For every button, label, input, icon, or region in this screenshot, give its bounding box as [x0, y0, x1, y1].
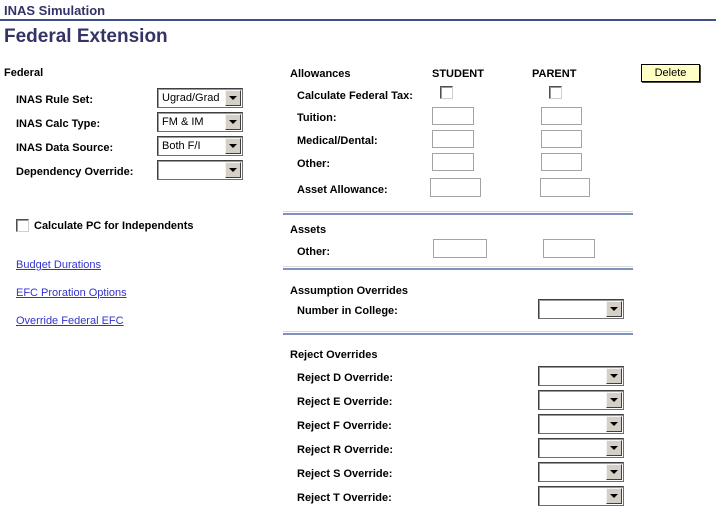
page-title: Federal Extension — [4, 26, 168, 47]
asset-allowance-label: Asset Allowance: — [297, 184, 388, 196]
inas-rule-set-select[interactable] — [157, 88, 243, 108]
dropdown-triangle-icon — [229, 120, 237, 124]
title-divider — [0, 19, 716, 21]
dependency-override-label: Dependency Override: — [16, 166, 134, 178]
inas-calc-type-value: FM & IM — [162, 116, 204, 128]
dropdown-triangle-icon — [229, 96, 237, 100]
medical-dental-student-input[interactable] — [432, 130, 474, 148]
override-federal-efc-link[interactable]: Override Federal EFC — [16, 315, 124, 327]
assets-other-parent-input[interactable] — [543, 239, 595, 258]
chevron-down-icon[interactable] — [225, 90, 241, 106]
calc-pc-independents-label: Calculate PC for Independents — [34, 220, 194, 232]
assets-section-heading: Assets — [290, 224, 327, 236]
federal-tax-parent-checkbox[interactable] — [549, 86, 562, 99]
reject-t-override-select[interactable] — [538, 486, 624, 506]
inas-rule-set-value: Ugrad/Grad — [162, 92, 220, 104]
dropdown-triangle-icon — [610, 398, 618, 402]
chevron-down-icon[interactable] — [606, 301, 622, 317]
reject-r-override-label: Reject R Override: — [297, 444, 393, 456]
other-allowance-student-input[interactable] — [432, 153, 474, 171]
dropdown-triangle-icon — [610, 307, 618, 311]
reject-f-override-label: Reject F Override: — [297, 420, 392, 432]
reject-s-override-label: Reject S Override: — [297, 468, 393, 480]
dropdown-triangle-icon — [610, 446, 618, 450]
tuition-label: Tuition: — [297, 112, 337, 124]
section-separator — [283, 331, 633, 335]
efc-proration-options-link[interactable]: EFC Proration Options — [16, 287, 127, 299]
delete-button[interactable]: Delete — [641, 64, 700, 82]
section-separator — [283, 211, 633, 215]
other-allowance-parent-input[interactable] — [541, 153, 582, 171]
medical-dental-label: Medical/Dental: — [297, 135, 378, 147]
federal-tax-student-checkbox[interactable] — [440, 86, 453, 99]
dropdown-triangle-icon — [229, 144, 237, 148]
chevron-down-icon[interactable] — [225, 162, 241, 178]
federal-section-heading: Federal — [4, 67, 44, 79]
dropdown-triangle-icon — [610, 494, 618, 498]
reject-e-override-label: Reject E Override: — [297, 396, 393, 408]
reject-f-override-select[interactable] — [538, 414, 624, 434]
budget-durations-link[interactable]: Budget Durations — [16, 259, 101, 271]
reject-t-override-label: Reject T Override: — [297, 492, 392, 504]
assets-other-student-input[interactable] — [433, 239, 487, 258]
reject-r-override-select[interactable] — [538, 438, 624, 458]
other-allowance-label: Other: — [297, 158, 330, 170]
dropdown-triangle-icon — [610, 374, 618, 378]
calculate-federal-tax-label: Calculate Federal Tax: — [297, 90, 413, 102]
chevron-down-icon[interactable] — [606, 416, 622, 432]
assumption-overrides-heading: Assumption Overrides — [290, 285, 408, 297]
dependency-override-select[interactable] — [157, 160, 243, 180]
reject-overrides-heading: Reject Overrides — [290, 349, 378, 361]
student-column-header: STUDENT — [432, 68, 484, 80]
tuition-student-input[interactable] — [432, 107, 474, 125]
inas-calc-type-label: INAS Calc Type: — [16, 118, 101, 130]
section-separator — [283, 266, 633, 270]
reject-s-override-select[interactable] — [538, 462, 624, 482]
inas-calc-type-select[interactable] — [157, 112, 243, 132]
inas-data-source-label: INAS Data Source: — [16, 142, 114, 154]
allowances-section-heading: Allowances — [290, 68, 351, 80]
reject-d-override-select[interactable] — [538, 366, 624, 386]
chevron-down-icon[interactable] — [225, 114, 241, 130]
dropdown-triangle-icon — [229, 168, 237, 172]
chevron-down-icon[interactable] — [606, 440, 622, 456]
tuition-parent-input[interactable] — [541, 107, 582, 125]
medical-dental-parent-input[interactable] — [541, 130, 582, 148]
inas-rule-set-label: INAS Rule Set: — [16, 94, 94, 106]
dropdown-triangle-icon — [610, 470, 618, 474]
number-in-college-select[interactable] — [538, 299, 624, 319]
chevron-down-icon[interactable] — [606, 488, 622, 504]
calc-pc-independents-checkbox[interactable] — [16, 219, 29, 232]
asset-allowance-student-input[interactable] — [430, 178, 481, 197]
inas-data-source-select[interactable] — [157, 136, 243, 156]
chevron-down-icon[interactable] — [606, 464, 622, 480]
reject-d-override-label: Reject D Override: — [297, 372, 393, 384]
chevron-down-icon[interactable] — [606, 392, 622, 408]
number-in-college-label: Number in College: — [297, 305, 398, 317]
asset-allowance-parent-input[interactable] — [540, 178, 590, 197]
assets-other-label: Other: — [297, 246, 330, 258]
dropdown-triangle-icon — [610, 422, 618, 426]
parent-column-header: PARENT — [532, 68, 577, 80]
chevron-down-icon[interactable] — [606, 368, 622, 384]
breadcrumb-title: INAS Simulation — [4, 3, 106, 18]
inas-data-source-value: Both F/I — [162, 140, 201, 152]
chevron-down-icon[interactable] — [225, 138, 241, 154]
reject-e-override-select[interactable] — [538, 390, 624, 410]
